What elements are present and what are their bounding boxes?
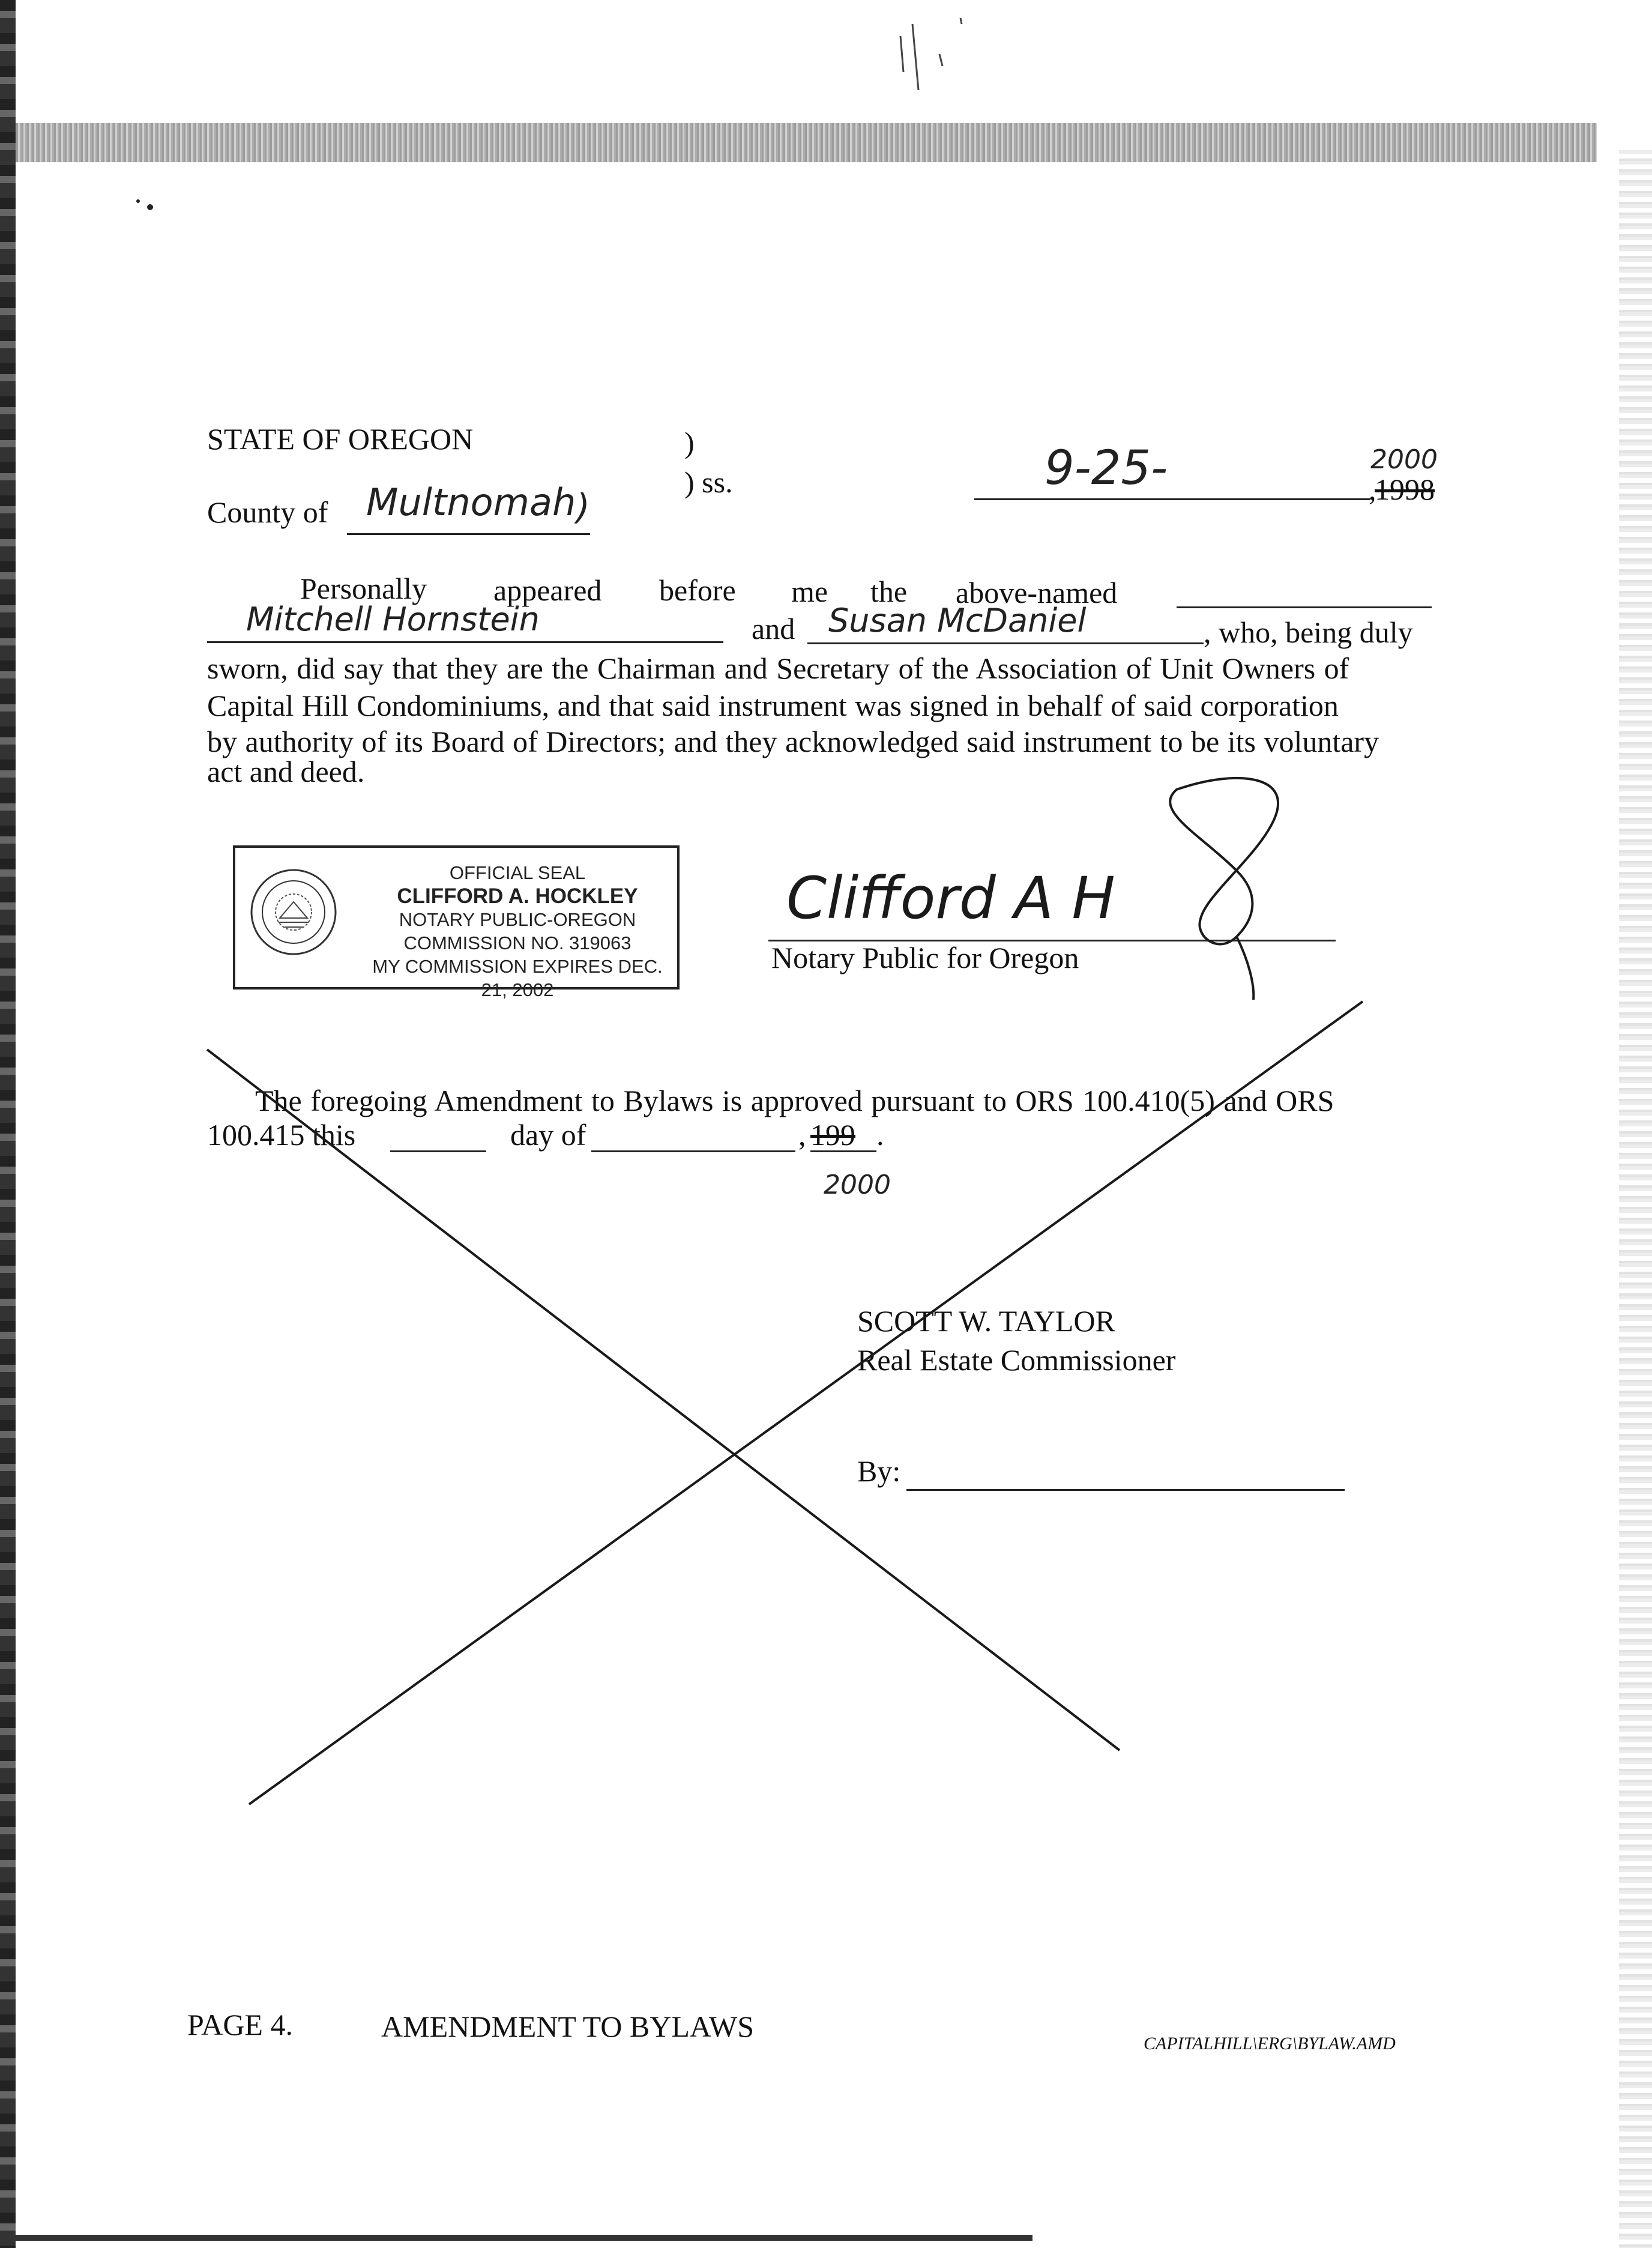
notary-label: Notary Public for Oregon <box>771 941 1079 974</box>
footer-title: AMENDMENT TO BYLAWS <box>381 2010 755 2043</box>
approval-line-1: The foregoing Amendment to Bylaws is approved pursuant to ORS 100.410(5) and ORS <box>255 1084 1334 1117</box>
seal-title: OFFICIAL SEAL <box>449 862 586 883</box>
approval-line-2b: day of <box>510 1118 586 1152</box>
seal-notary-name: CLIFFORD A. HOCKLEY <box>397 884 638 908</box>
date-handwritten: 9-25- <box>1045 441 1168 495</box>
body-word: me <box>791 575 828 608</box>
notary-signature: Clifford A H <box>786 865 1115 932</box>
approval-line-2a: 100.415 this <box>207 1118 356 1152</box>
body-word: Personally <box>300 572 427 605</box>
body-line-4: Capital Hill Condominiums, and that said instrument was signed in behalf of said corporation <box>207 689 1339 722</box>
county-label: County of <box>207 495 328 529</box>
body-word: the <box>870 575 908 608</box>
and-word: and <box>752 612 795 645</box>
seal-commission-expires: MY COMMISSION EXPIRES DEC. 21, 2002 <box>372 956 663 1000</box>
footer-page-number: PAGE 4. <box>187 2008 293 2041</box>
cross-out-stroke <box>207 1050 1120 1750</box>
county-handwritten: Multnomah <box>366 480 576 524</box>
approval-year-struck: 199 <box>810 1118 855 1152</box>
state-label: STATE OF OREGON <box>207 422 474 456</box>
scan-speck <box>147 204 153 210</box>
body-line-5: by authority of its Board of Directors; and they acknowledged said instrument to be its voluntary <box>207 725 1379 758</box>
seal-notary-public: NOTARY PUBLIC-OREGON <box>399 909 636 930</box>
body-word: appeared <box>493 573 602 607</box>
signature-loop-stroke <box>1170 778 1278 944</box>
seal-commission-number: COMMISSION NO. 319063 <box>403 932 632 953</box>
signature-tail-stroke <box>1237 937 1253 1000</box>
body-word: before <box>659 573 736 607</box>
caption-paren: ) <box>684 426 695 459</box>
approval-period: . <box>876 1118 884 1152</box>
who-text: , who, being duly <box>1204 615 1413 649</box>
commissioner-title: Real Estate Commissioner <box>857 1343 1176 1377</box>
scan-speck <box>900 18 962 90</box>
approval-year-handwritten: 2000 <box>824 1170 891 1200</box>
name1-handwritten: Mitchell Hornstein <box>246 600 540 638</box>
year-handwritten: 2000 <box>1370 444 1438 475</box>
commissioner-name: SCOTT W. TAYLOR <box>857 1304 1115 1338</box>
year-struck: 1998 <box>1375 473 1435 506</box>
footer-filename: CAPITALHILL\ERG\BYLAW.AMD <box>1144 2034 1396 2053</box>
year-comma: , <box>1369 473 1376 506</box>
approval-comma: , <box>798 1118 806 1152</box>
ss-label: ) ss. <box>684 465 733 499</box>
cross-out-stroke <box>249 1002 1363 1804</box>
name2-handwritten: Susan McDaniel <box>828 602 1087 639</box>
scan-speck <box>136 199 140 203</box>
county-paren: ) <box>576 486 590 527</box>
by-label: By: <box>857 1454 901 1488</box>
body-word: above-named <box>956 576 1118 609</box>
body-line-3: sworn, did say that they are the Chairman and Secretary of the Association of Unit Owners of <box>207 651 1349 685</box>
body-line-6: act and deed. <box>207 755 365 788</box>
